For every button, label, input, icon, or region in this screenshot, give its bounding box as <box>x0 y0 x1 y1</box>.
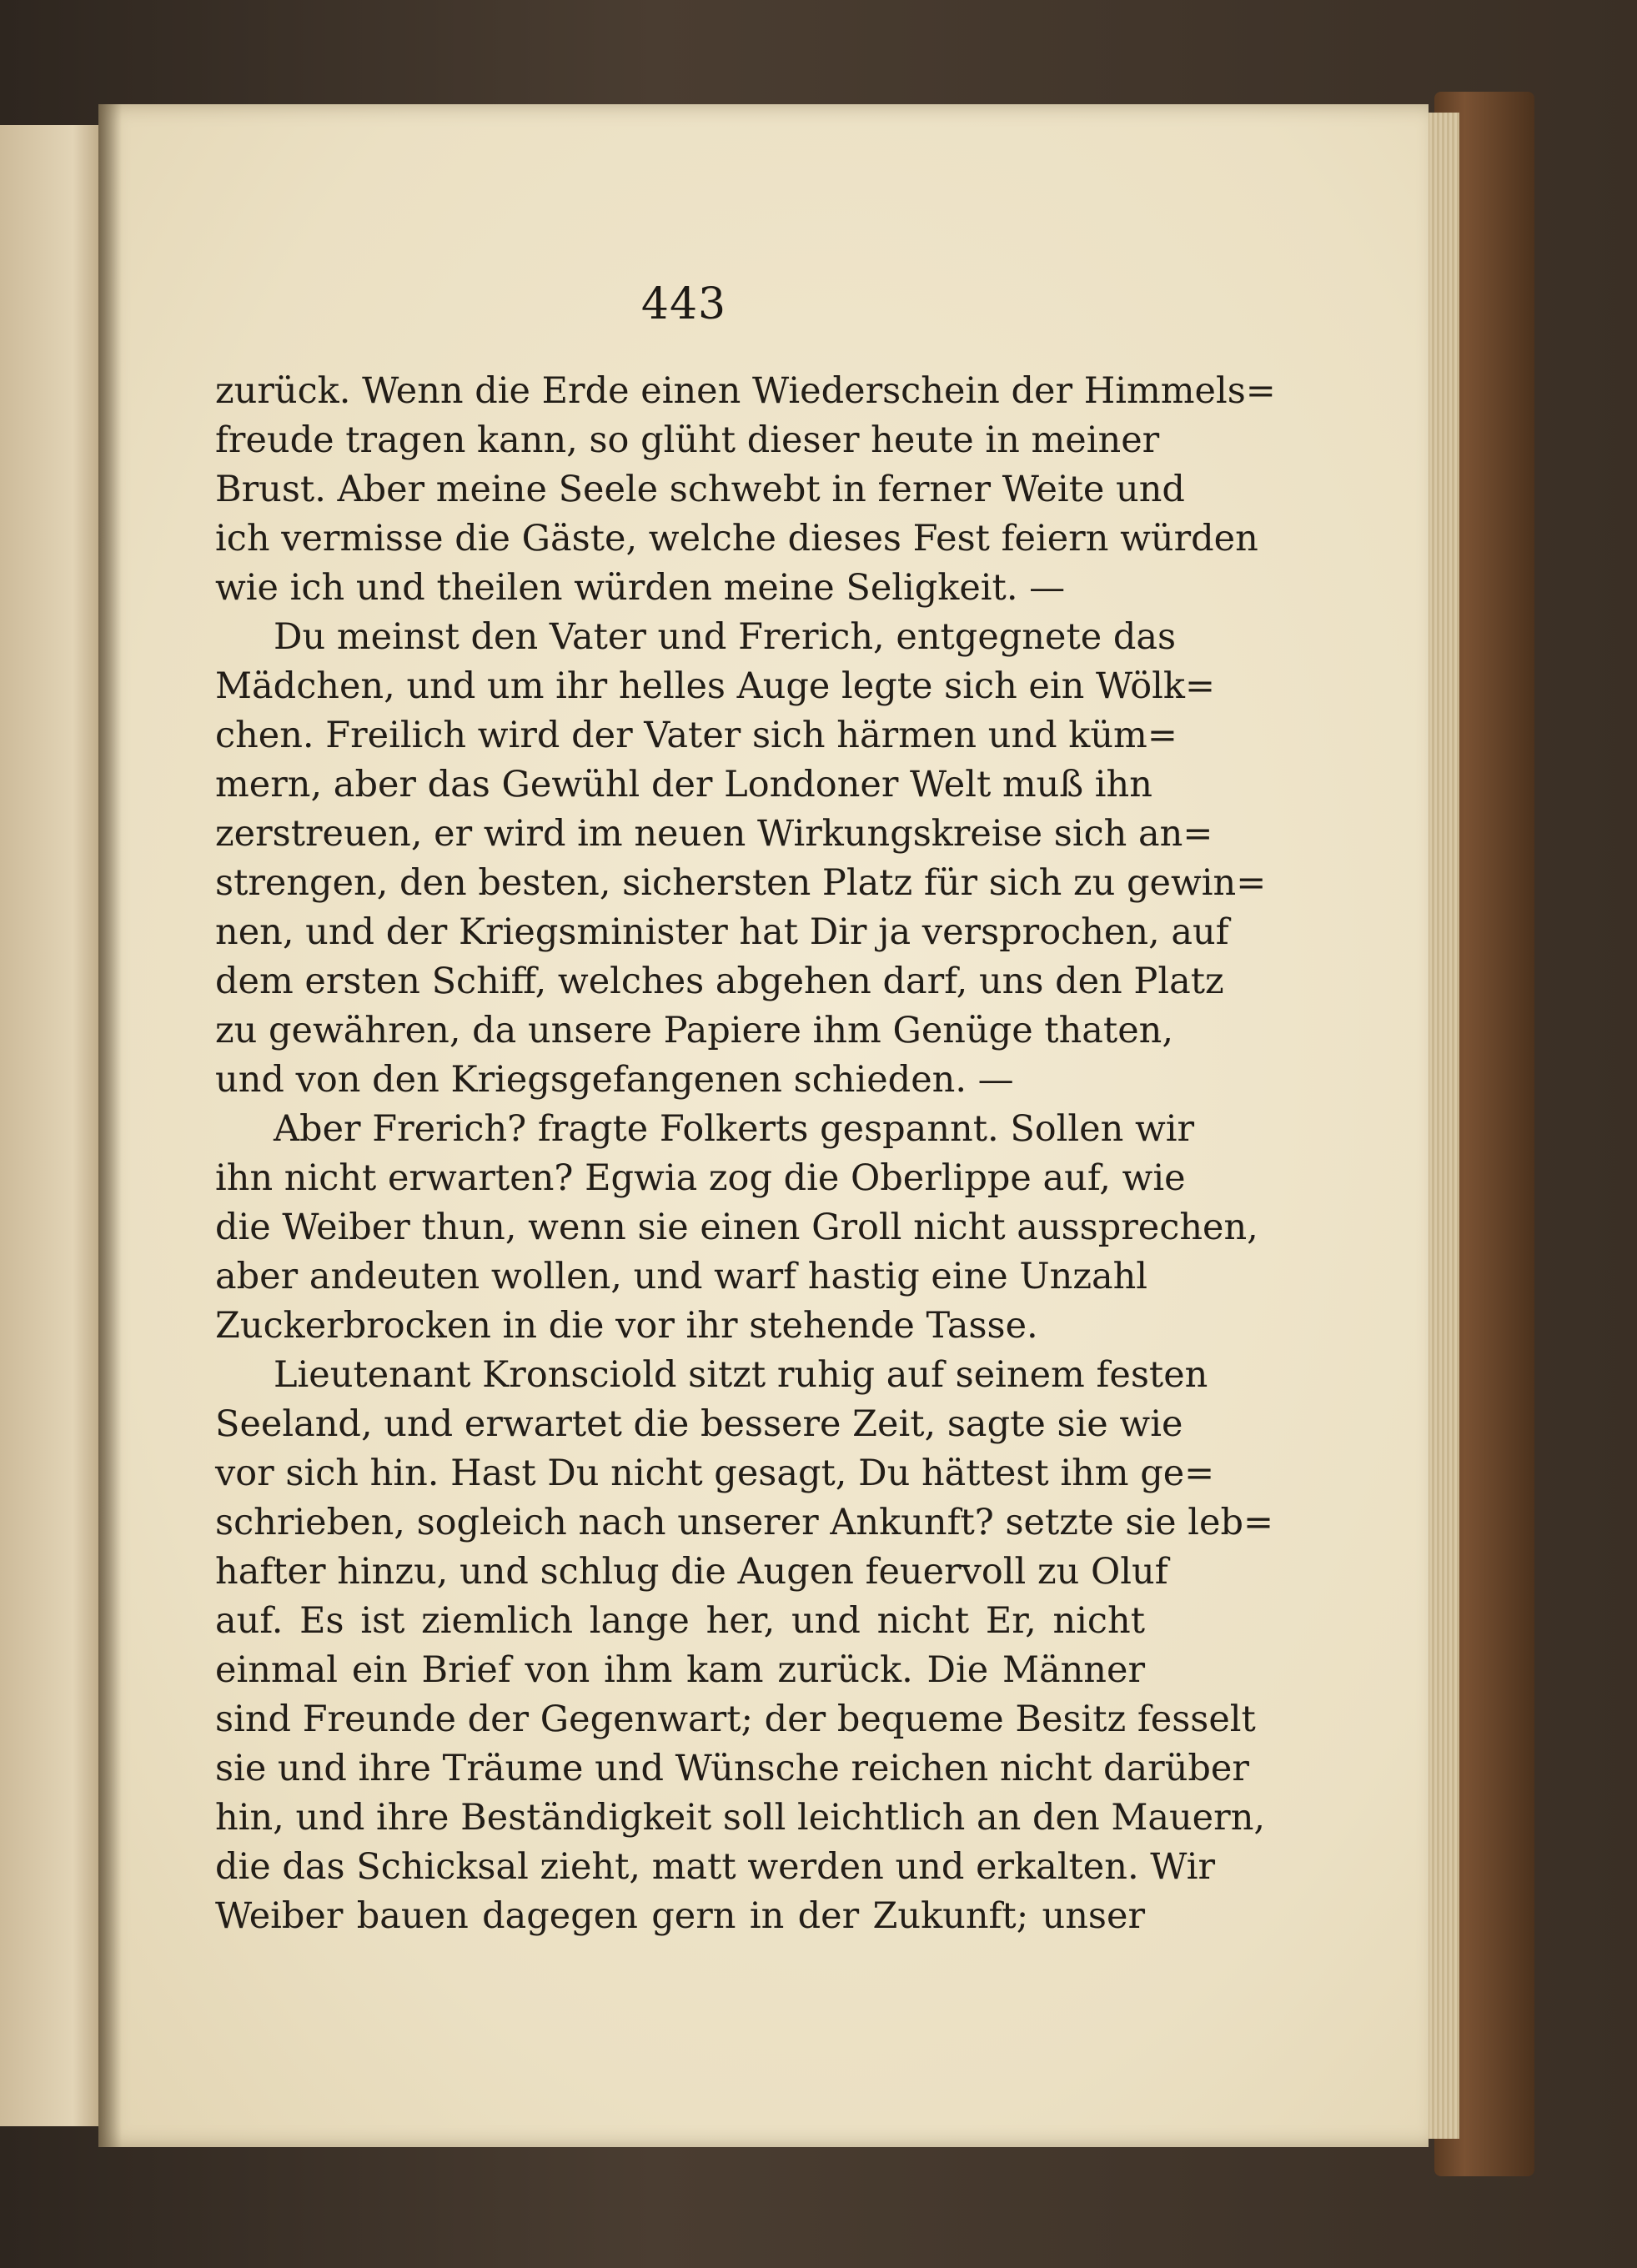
text-line: Mädchen, und um ihr helles Auge legte sich ein Wölk= <box>215 665 1216 707</box>
body-text <box>215 367 1276 1941</box>
text-line: ihn nicht erwarten? Egwia zog die Oberlippe auf, wie <box>215 1157 1186 1199</box>
text-line: Lieutenant Kronsciold sitzt ruhig auf seinem festen <box>274 1354 1208 1396</box>
text-line: einmal ein Brief von ihm kam zurück. Die Männer <box>215 1649 1145 1691</box>
text-line: strengen, den besten, sichersten Platz für sich zu gewin= <box>215 862 1267 904</box>
text-line: hin, und ihre Beständigkeit soll leichtlich an den Mauern, <box>215 1797 1266 1839</box>
text-line: Brust. Aber meine Seele schwebt in ferner Weite und <box>215 469 1185 510</box>
text-line: vor sich hin. Hast Du nicht gesagt, Du hättest ihm ge= <box>215 1453 1215 1494</box>
text-line: die das Schicksal zieht, matt werden und erkalten. Wir <box>215 1846 1216 1888</box>
facing-page-edge <box>0 125 104 2126</box>
text-line: wie ich und theilen würden meine Seligkeit. — <box>215 567 1066 609</box>
text-line: Aber Frerich? fragte Folkerts gespannt. Sollen wir <box>274 1108 1195 1150</box>
text-line: die Weiber thun, wenn sie einen Groll nicht aussprechen, <box>215 1207 1258 1248</box>
text-line: aber andeuten wollen, und warf hastig eine Unzahl <box>215 1256 1148 1297</box>
text-line: hafter hinzu, und schlug die Augen feuervoll zu Oluf <box>215 1551 1168 1593</box>
text-line: sie und ihre Träume und Wünsche reichen nicht darüber <box>215 1748 1249 1789</box>
text-line: chen. Freilich wird der Vater sich härmen und küm= <box>215 715 1178 756</box>
text-line: Du meinst den Vater und Frerich, entgegnete das <box>274 616 1177 658</box>
page-number: 443 <box>640 279 727 329</box>
page-gutter-shadow <box>98 104 122 2147</box>
text-line: zurück. Wenn die Erde einen Wiederschein der Himmels= <box>215 370 1276 412</box>
text-line: und von den Kriegsgefangenen schieden. — <box>215 1059 1014 1101</box>
text-line: schrieben, sogleich nach unserer Ankunft? setzte sie leb= <box>215 1502 1274 1543</box>
text-line: freude tragen kann, so glüht dieser heute in meiner <box>215 419 1160 461</box>
text-line: Zuckerbrocken in die vor ihr stehende Tasse. <box>215 1305 1038 1347</box>
text-line: zerstreuen, er wird im neuen Wirkungskreise sich an= <box>215 813 1213 855</box>
text-line: sind Freunde der Gegenwart; der bequeme Besitz fesselt <box>215 1698 1256 1740</box>
text-line: dem ersten Schiff, welches abgehen darf, uns den Platz <box>215 961 1224 1002</box>
text-line: ich vermisse die Gäste, welche dieses Fest feiern würden <box>215 518 1258 559</box>
text-line: mern, aber das Gewühl der Londoner Welt muß ihn <box>215 764 1152 805</box>
text-line: auf. Es ist ziemlich lange her, und nicht Er, nicht <box>215 1600 1145 1642</box>
text-line: Weiber bauen dagegen gern in der Zukunft; unser <box>215 1895 1145 1937</box>
text-line: Seeland, und erwartet die bessere Zeit, sagte sie wie <box>215 1403 1183 1445</box>
text-line: zu gewähren, da unsere Papiere ihm Genüge thaten, <box>215 1010 1174 1051</box>
text-line: nen, und der Kriegsminister hat Dir ja versprochen, auf <box>215 911 1229 953</box>
